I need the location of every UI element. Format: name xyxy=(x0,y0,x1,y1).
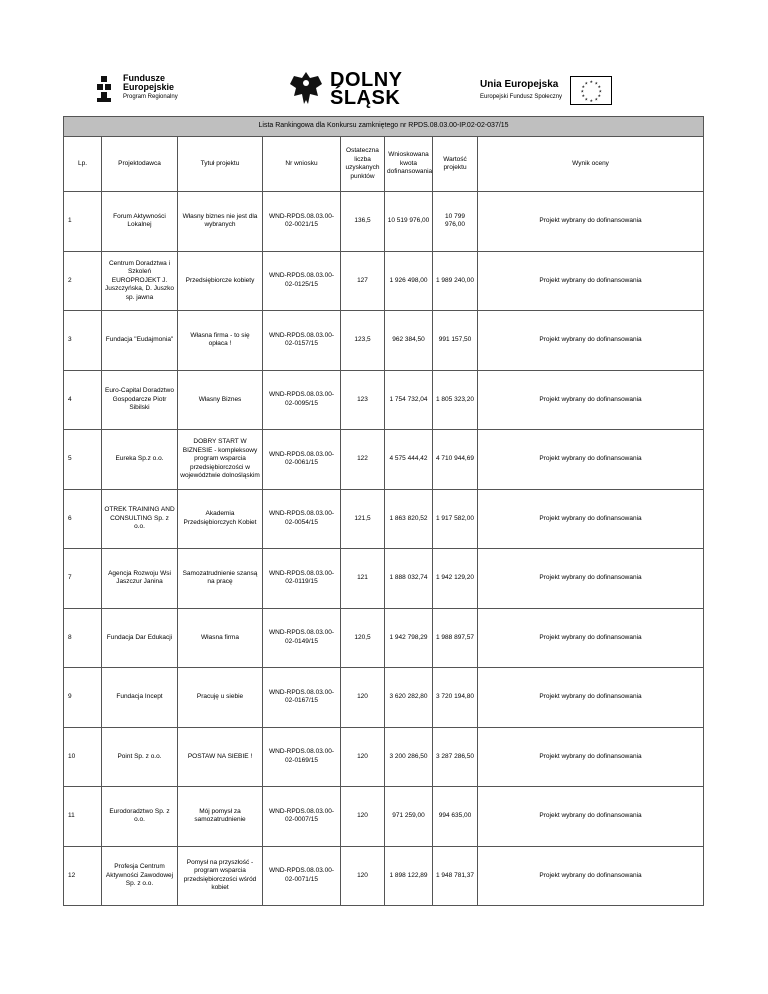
ds-line1: DOLNY xyxy=(330,69,403,91)
cell-wartosc: 1 988 897,57 xyxy=(433,608,478,668)
cell-wartosc: 1 805 323,20 xyxy=(433,370,478,430)
cell-wynik: Projekt wybrany do dofinansowania xyxy=(478,608,704,668)
cell-lp: 12 xyxy=(64,846,102,906)
cell-tytul: Samozatrudnienie szansą na pracę xyxy=(178,549,263,609)
svg-text:★: ★ xyxy=(597,84,602,89)
cell-kwota: 1 754 732,04 xyxy=(385,370,433,430)
cell-projektodawca: Fundacja Incept xyxy=(102,668,178,728)
cell-punkty: 127 xyxy=(341,251,385,311)
cell-lp: 3 xyxy=(64,311,102,371)
cell-kwota: 1 926 498,00 xyxy=(385,251,433,311)
ranking-table xyxy=(63,116,704,906)
header-lp: Lp. xyxy=(64,137,102,192)
cell-wartosc: 991 157,50 xyxy=(433,311,478,371)
cell-projektodawca: Fundacja Dar Edukacji xyxy=(102,608,178,668)
svg-text:★: ★ xyxy=(594,80,599,86)
header-kwota: Wnioskowana kwota dofinansowania xyxy=(385,137,433,192)
cell-projektodawca: Forum Aktywności Lokalnej xyxy=(102,192,178,252)
cell-nr: WND-RPDS.08.03.00-02-0157/15 xyxy=(263,311,341,371)
cell-tytul: DOBRY START W BIZNESIE - kompleksowy program wsparcia przedsiębiorczości w województwie dolnośląskim xyxy=(178,430,263,490)
cell-tytul: Pomysł na przyszłość - program wsparcia przedsiębiorczości wśród kobiet xyxy=(178,846,263,906)
cell-punkty: 120 xyxy=(341,787,385,847)
cell-nr: WND-RPDS.08.03.00-02-0021/15 xyxy=(263,192,341,252)
cell-tytul: Akademia Przedsiębiorczych Kobiet xyxy=(178,489,263,549)
cell-wartosc: 1 948 781,37 xyxy=(433,846,478,906)
table-row xyxy=(64,608,704,668)
cell-wynik: Projekt wybrany do dofinansowania xyxy=(478,727,704,787)
cell-lp: 6 xyxy=(64,489,102,549)
svg-text:★: ★ xyxy=(584,80,589,86)
cell-wartosc: 1 917 582,00 xyxy=(433,489,478,549)
unia-europejska-logo xyxy=(480,76,612,105)
svg-text:★: ★ xyxy=(594,96,599,102)
cell-kwota: 962 384,50 xyxy=(385,311,433,371)
cell-punkty: 121 xyxy=(341,549,385,609)
cell-tytul: Własna firma - to się opłaca ! xyxy=(178,311,263,371)
cell-kwota: 4 575 444,42 xyxy=(385,430,433,490)
cell-kwota: 1 888 032,74 xyxy=(385,549,433,609)
header-punkty: Ostateczna liczba uzyskanych punktów xyxy=(341,137,385,192)
cell-wynik: Projekt wybrany do dofinansowania xyxy=(478,489,704,549)
table-row xyxy=(64,549,704,609)
cell-wartosc: 3 287 286,50 xyxy=(433,727,478,787)
cell-projektodawca: Point Sp. z o.o. xyxy=(102,727,178,787)
cell-wynik: Projekt wybrany do dofinansowania xyxy=(478,549,704,609)
cell-lp: 1 xyxy=(64,192,102,252)
cell-projektodawca: Euro-Capital Doradztwo Gospodarcze Piotr Sibilski xyxy=(102,370,178,430)
cell-tytul: Własny Biznes xyxy=(178,370,263,430)
cell-projektodawca: Eurodoradztwo Sp. z o.o. xyxy=(102,787,178,847)
cell-punkty: 120,5 xyxy=(341,608,385,668)
table-row xyxy=(64,370,704,430)
cell-projektodawca: Eureka Sp.z o.o. xyxy=(102,430,178,490)
table-row xyxy=(64,489,704,549)
cell-lp: 2 xyxy=(64,251,102,311)
header-row xyxy=(64,137,704,192)
svg-text:★: ★ xyxy=(589,79,594,84)
table-row xyxy=(64,846,704,906)
cell-lp: 8 xyxy=(64,608,102,668)
cell-nr: WND-RPDS.08.03.00-02-0061/15 xyxy=(263,430,341,490)
cell-kwota: 3 620 282,80 xyxy=(385,668,433,728)
cell-lp: 7 xyxy=(64,549,102,609)
header-projektodawca: Projektodawca xyxy=(102,137,178,192)
cell-punkty: 120 xyxy=(341,727,385,787)
cell-kwota: 10 519 976,00 xyxy=(385,192,433,252)
cell-wartosc: 1 989 240,00 xyxy=(433,251,478,311)
cell-nr: WND-RPDS.08.03.00-02-0071/15 xyxy=(263,846,341,906)
table-row xyxy=(64,787,704,847)
cell-wynik: Projekt wybrany do dofinansowania xyxy=(478,311,704,371)
cell-punkty: 121,5 xyxy=(341,489,385,549)
cell-wynik: Projekt wybrany do dofinansowania xyxy=(478,668,704,728)
cell-kwota: 1 942 798,29 xyxy=(385,608,433,668)
cell-punkty: 136,5 xyxy=(341,192,385,252)
cell-punkty: 123,5 xyxy=(341,311,385,371)
cell-projektodawca: Agencja Rozwoju Wsi Jaszczur Janina xyxy=(102,549,178,609)
table-row xyxy=(64,668,704,728)
cell-nr: WND-RPDS.08.03.00-02-0119/15 xyxy=(263,549,341,609)
cell-wynik: Projekt wybrany do dofinansowania xyxy=(478,251,704,311)
fe-line2: Europejskie xyxy=(123,82,175,92)
header-wynik: Wynik oceny xyxy=(478,137,704,192)
cell-kwota: 1 863 820,52 xyxy=(385,489,433,549)
cell-lp: 10 xyxy=(64,727,102,787)
table-row xyxy=(64,192,704,252)
svg-text:★: ★ xyxy=(581,93,586,98)
cell-punkty: 120 xyxy=(341,668,385,728)
cell-projektodawca: Fundacja "Eudajmonia" xyxy=(102,311,178,371)
header-nr: Nr wniosku xyxy=(263,137,341,192)
cell-nr: WND-RPDS.08.03.00-02-0169/15 xyxy=(263,727,341,787)
table-row xyxy=(64,311,704,371)
cell-tytul: POSTAW NA SIEBIE ! xyxy=(178,727,263,787)
cell-wynik: Projekt wybrany do dofinansowania xyxy=(478,787,704,847)
cell-tytul: Własny biznes nie jest dla wybranych xyxy=(178,192,263,252)
cell-projektodawca: Centrum Doradztwa i Szkoleń EUROPROJEKT J. Juszczyńska, D. Juszko sp. jawna xyxy=(102,251,178,311)
cell-nr: WND-RPDS.08.03.00-02-0007/15 xyxy=(263,787,341,847)
cell-punkty: 120 xyxy=(341,846,385,906)
svg-text:★: ★ xyxy=(580,88,585,94)
eu-flag-icon xyxy=(570,76,612,105)
cell-tytul: Mój pomysł za samozatrudnienie xyxy=(178,787,263,847)
dolny-slask-logo xyxy=(288,70,403,108)
svg-text:★: ★ xyxy=(589,98,594,103)
logos-header xyxy=(0,66,768,114)
header-wartosc: Wartość projektu xyxy=(433,137,478,192)
cell-wynik: Projekt wybrany do dofinansowania xyxy=(478,430,704,490)
cell-wartosc: 10 799 976,00 xyxy=(433,192,478,252)
cell-punkty: 122 xyxy=(341,430,385,490)
fe-line3: Program Regionalny xyxy=(123,94,178,100)
cell-tytul: Pracuję u siebie xyxy=(178,668,263,728)
fe-mark-icon xyxy=(95,74,117,104)
fundusze-europejskie-logo xyxy=(95,74,178,104)
cell-kwota: 971 259,00 xyxy=(385,787,433,847)
svg-text:★: ★ xyxy=(584,96,589,102)
cell-nr: WND-RPDS.08.03.00-02-0149/15 xyxy=(263,608,341,668)
cell-wartosc: 994 635,00 xyxy=(433,787,478,847)
svg-text:★: ★ xyxy=(581,84,586,89)
cell-projektodawca: Profesja Centrum Aktywności Zawodowej Sp. z o.o. xyxy=(102,846,178,906)
table-title: Lista Rankingowa dla Konkursu zamkniętego nr RPDS.08.03.00-IP.02-02-037/15 xyxy=(64,117,704,137)
cell-tytul: Przedsiębiorcze kobiety xyxy=(178,251,263,311)
cell-nr: WND-RPDS.08.03.00-02-0054/15 xyxy=(263,489,341,549)
cell-kwota: 3 200 286,50 xyxy=(385,727,433,787)
cell-projektodawca: OTREK TRAINING AND CONSULTING Sp. z o.o. xyxy=(102,489,178,549)
cell-lp: 5 xyxy=(64,430,102,490)
cell-kwota: 1 898 122,89 xyxy=(385,846,433,906)
eagle-icon xyxy=(288,70,324,108)
cell-punkty: 123 xyxy=(341,370,385,430)
table-row xyxy=(64,251,704,311)
cell-wartosc: 3 720 194,80 xyxy=(433,668,478,728)
ue-line1: Unia Europejska xyxy=(480,78,559,90)
fe-line1: Fundusze xyxy=(123,73,165,83)
table-row xyxy=(64,430,704,490)
cell-lp: 4 xyxy=(64,370,102,430)
svg-text:★: ★ xyxy=(598,88,603,94)
cell-tytul: Własna firma xyxy=(178,608,263,668)
cell-nr: WND-RPDS.08.03.00-02-0167/15 xyxy=(263,668,341,728)
cell-wynik: Projekt wybrany do dofinansowania xyxy=(478,192,704,252)
cell-wynik: Projekt wybrany do dofinansowania xyxy=(478,846,704,906)
cell-nr: WND-RPDS.08.03.00-02-0125/15 xyxy=(263,251,341,311)
cell-lp: 9 xyxy=(64,668,102,728)
cell-nr: WND-RPDS.08.03.00-02-0095/15 xyxy=(263,370,341,430)
svg-text:★: ★ xyxy=(597,93,602,98)
cell-wartosc: 1 942 129,20 xyxy=(433,549,478,609)
table-row xyxy=(64,727,704,787)
cell-wynik: Projekt wybrany do dofinansowania xyxy=(478,370,704,430)
cell-lp: 11 xyxy=(64,787,102,847)
ue-line2: Europejski Fundusz Społeczny xyxy=(480,93,563,100)
cell-wartosc: 4 710 944,69 xyxy=(433,430,478,490)
ds-line2: ŚLĄSK xyxy=(330,87,401,109)
header-tytul: Tytuł projektu xyxy=(178,137,263,192)
